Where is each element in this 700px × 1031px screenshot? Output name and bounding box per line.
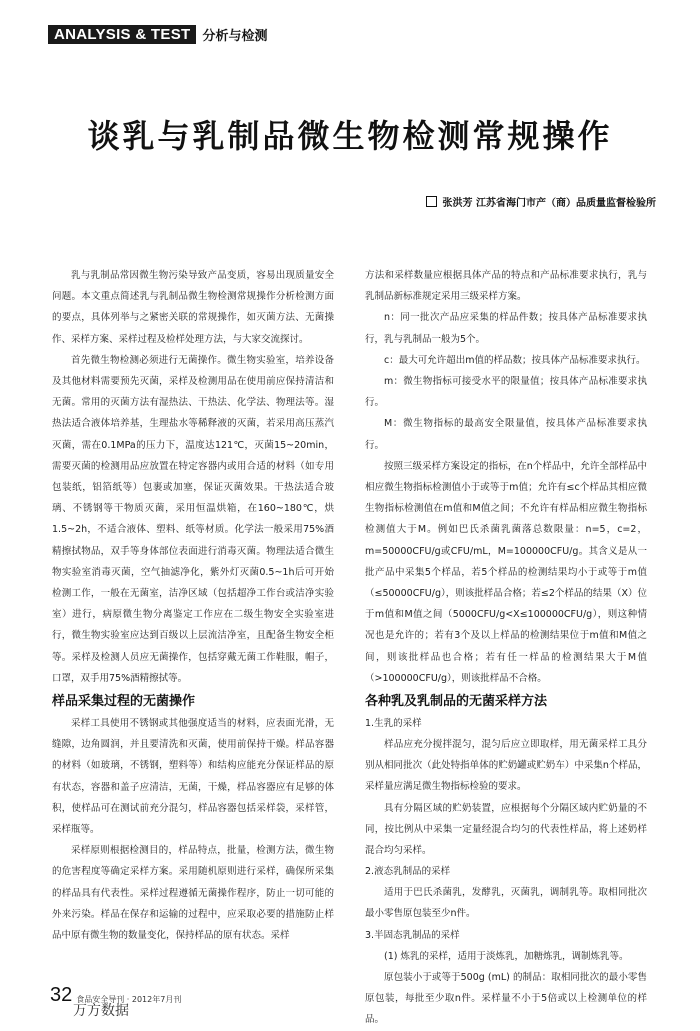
page-number: 32	[50, 984, 73, 1006]
section-label-en: ANALYSIS & TEST	[48, 25, 196, 44]
paragraph: 适用于巴氏杀菌乳，发酵乳，灭菌乳，调制乳等。取相同批次最小零售原包装至少n件。	[365, 887, 647, 920]
subheading: 3.半固态乳制品的采样	[365, 929, 460, 941]
definition-n: n：同一批次产品应采集的样品件数；按具体产品标准要求执行，乳与乳制品一般为5个。	[365, 312, 647, 345]
journal-name: 食品安全导刊 · 2012年7月刊	[76, 995, 182, 1004]
definition-c: c：最大可允许超出m值的样品数；按具体产品标准要求执行。	[384, 354, 646, 366]
paragraph: 采样工具使用不锈钢或其他强度适当的材料，应表面光滑，无缝隙，边角圆润，并且要清洗和灭菌，使用前保持干燥。样品容器的材料（如玻璃，不锈钢，塑料等）和结构应能充分保证样品的原有状态，容器和盖子应清洁，无菌，干燥，样品容器应有足够的体积，使样品可在测试前充分混匀，样品容器包括采样袋，采样管，采样瓶等。	[52, 718, 334, 836]
paragraph: (1) 炼乳的采样，适用于淡炼乳，加糖炼乳，调制炼乳等。	[384, 950, 629, 962]
definition-M: M：微生物指标的最高安全限量值，按具体产品标准要求执行。	[365, 418, 647, 451]
subheading: 1.生乳的采样	[365, 718, 422, 730]
paragraph: 样品应充分搅拌混匀，混匀后应立即取样，用无菌采样工具分别从相同批次（此处特指单体的贮奶罐或贮奶车）中采集n个样品，采样量应满足微生物指标检验的要求。	[365, 739, 647, 793]
right-column	[365, 265, 647, 1031]
watermark: 万方数据	[73, 1003, 129, 1019]
article-title: 谈乳与乳制品微生物检测常规操作	[87, 117, 613, 155]
section-label-cn: 分析与检测	[202, 28, 268, 44]
definition-m: m：微生物指标可接受水平的限量值；按具体产品标准要求执行。	[365, 376, 647, 409]
paragraph: 原包装小于或等于500g (mL) 的制品：取相同批次的最小零售原包装，每批至少取n件。采样量不小于5倍或以上检测单位的样品。	[365, 971, 647, 1026]
paragraph: 具有分隔区域的贮奶装置，应根据每个分隔区域内贮奶量的不同，按比例从中采集一定量经混合均匀的代表性样品，将上述奶样混合均匀采样。	[365, 802, 647, 857]
paragraph: 首先微生物检测必须进行无菌操作。微生物实验室，培养设备及其他材料需要预先灭菌，采样及检测用品在使用前应保持清洁和无菌。常用的灭菌方法有湿热法、干热法、化学法、物理法等。湿热法适合液体培养基，生理盐水等稀释液的灭菌，若采用高压蒸汽灭菌，需在0.1MPa的压力下，温度达121℃，灭菌15~20min，需要灭菌的检测用品应放置在特定容器内或用合适的材料（如专用包装纸，铝箔纸等）包裹或加塞，保证灭菌效果。干热法适合玻璃、不锈钢等干物质灭菌，采用恒温烘箱，在160~180℃，烘1.5~2h，不适合液体、塑料、纸等材质。化学法一般采用75%酒精擦拭物品，双手等身体部位表面进行消毒灭菌。物理法适合微生物实验室消毒灭菌，空气抽滤净化，紫外灯灭菌0.5~1h后可开始检测工作，一般在无菌室，洁净区域（包括超净工作台或洁净实验室）进行，病原微生物分离鉴定工作应在二级生物安全实验室进行，微生物实验室应达到百级以上层流洁净室，且配备生物安全柜等。采样及检测人员应无菌操作，包括穿戴无菌工作鞋服，帽子，口罩，双手用75%酒精擦拭等。	[52, 354, 334, 684]
section-header	[48, 22, 267, 46]
subheading: 2.液态乳制品的采样	[365, 866, 451, 878]
author-line	[426, 194, 656, 209]
paragraph: 方法和采样数量应根据具体产品的特点和产品标准要求执行，乳与乳制品新标准规定采用三级采样方案。	[365, 270, 647, 303]
paragraph: 采样原则根据检测目的，样品特点，批量，检测方法，微生物的危害程度等确定采样方案。采用随机原则进行采样，确保所采集的样品具有代表性。采样过程遵循无菌操作程序，防止一切可能的外来污染。样品在保存和运输的过程中，应采取必要的措施防止样品中原有微生物的数量变化，保持样品的原有状态。采样	[52, 845, 334, 942]
author-text: 张洪芳 江苏省海门市产（商）品质量监督检验所	[442, 198, 656, 209]
section-heading: 样品采集过程的无菌操作	[52, 694, 196, 710]
section-heading: 各种乳及乳制品的无菌采样方法	[365, 694, 548, 710]
left-column	[52, 265, 334, 946]
paragraph: 乳与乳制品常因微生物污染导致产品变质，容易出现质量安全问题。本文重点简述乳与乳制品微生物检测常规操作分析检测方面的要点，具体列举与之紧密关联的常规操作，如灭菌方法、无菌操作、采样方案、采样过程及检样处理方法，与大家交流探讨。	[52, 270, 334, 345]
paragraph: 按照三级采样方案设定的指标，在n个样品中，允许全部样品中相应微生物指标检测值小于或等于m值；允许有≤c个样品其相应微生物指标检测值在m值和M值之间；不允许有样品相应微生物指标检测值大于M。例如巴氏杀菌乳菌落总数限量：n=5，c=2，m=50000CFU/g或CFU/mL，M=100000CFU/g。其含义是从一批产品中采集5个样品，若5个样品的检测结果均小于或等于m值（≤50000CFU/g），则该批样品合格；若≤2个样品的结果（X）位于m值和M值之间（5000CFU/g<X≤100000CFU/g），则这种情况也是允许的；若有3个及以上样品的检测结果位于m值和M值之间，则该批样品也合格；若有任一样品的检测结果大于M值（>100000CFU/g），则该批样品不合格。	[365, 460, 647, 684]
square-icon	[426, 196, 437, 207]
